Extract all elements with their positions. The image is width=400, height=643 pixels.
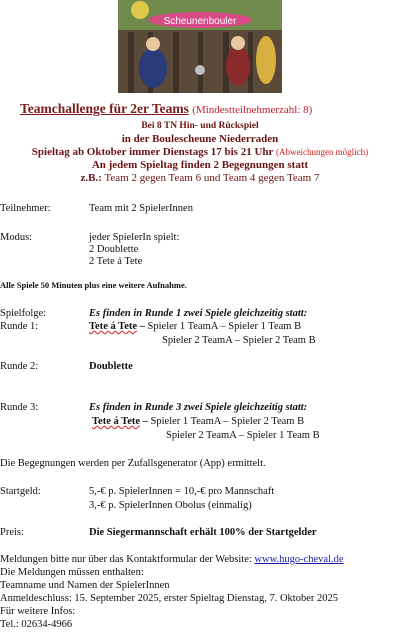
schedule-note: (Abweichungen möglich) — [275, 147, 369, 157]
logo-image — [118, 0, 282, 93]
startgeld-line1: 5,-€ p. SpielerInnen = 10,-€ pro Mannschaft — [89, 486, 275, 497]
startgeld-label: Startgeld: — [0, 486, 41, 497]
modus-line-2: 2 Doublette — [89, 244, 139, 255]
website-link[interactable]: www.hugo-cheval.de — [254, 554, 344, 565]
runde3-prefix: Tete á Tete — [92, 416, 141, 427]
preis-label: Preis: — [0, 527, 24, 538]
example-prefix: z.B.: — [80, 172, 102, 184]
footer-phone: Tel.: 02634-4966 — [0, 619, 73, 630]
footer-team-names: Teamname und Namen der SpielerInnen — [0, 580, 170, 591]
runde1-match2: Spieler 2 TeamA – Spieler 2 Team B — [162, 335, 316, 346]
preis-value: Die Siegermannschaft erhält 100% der Startgelder — [89, 527, 317, 538]
page-title — [20, 101, 312, 117]
footer-contact — [0, 554, 344, 565]
footer-more-info: Für weitere Infos: — [0, 606, 76, 617]
modus-label: Modus: — [0, 232, 33, 243]
runde3-label: Runde 3: — [0, 402, 39, 413]
runde3-heading: Es finden in Runde 3 zwei Spiele gleichzeitig statt: — [89, 402, 308, 413]
runde3-line1: Tete á Tete – Spieler 1 TeamA – Spieler 2 Team B — [92, 416, 305, 427]
svg-text:Scheunenbouler: Scheunenbouler — [163, 16, 237, 27]
example-line — [0, 172, 400, 184]
min-participants: (Mindestteilnehmerzahl: 8) — [192, 104, 313, 116]
footer-requirements: Die Meldungen müssen enthalten: — [0, 567, 144, 578]
subtitle-schedule — [0, 146, 400, 158]
subtitle-encounters: An jedem Spieltag finden 2 Begegnungen statt — [91, 159, 309, 171]
startgeld-line2: 3,-€ p. SpielerInnen Obolus (einmalig) — [89, 500, 252, 511]
footer-deadline: Anmeldeschluss: 15. September 2025, erster Spieltag Dienstag, 7. Oktober 2025 — [0, 593, 338, 604]
contact-text: Meldungen bitte nur über das Kontaktformular der Website: — [0, 554, 252, 565]
spielfolge-label: Spielfolge: — [0, 308, 47, 319]
schedule-text: Spieltag ab Oktober immer Dienstags 17 bis 21 Uhr — [31, 146, 274, 158]
runde1-prefix: Tete á Tete — [89, 321, 138, 332]
title-main: Teamchallenge für 2er Teams — [20, 101, 189, 116]
runde1-label: Runde 1: — [0, 321, 39, 332]
modus-line-1: jeder SpielerIn spielt: — [89, 232, 180, 243]
runde1-line1: Tete á Tete – Spieler 1 TeamA – Spieler 1 Team B — [89, 321, 302, 332]
random-note: Die Begegnungen werden per Zufallsgenerator (App) ermittelt. — [0, 458, 266, 469]
subtitle-location: in der Boulescheune Niederraden — [121, 133, 279, 145]
teilnehmer-label: Teilnehmer: — [0, 203, 51, 214]
runde1-match1: Spieler 1 TeamA – Spieler 1 Team B — [147, 321, 302, 332]
teilnehmer-value: Team mit 2 SpielerInnen — [89, 203, 193, 214]
spielfolge-heading: Es finden in Runde 1 zwei Spiele gleichzeitig statt: — [89, 308, 308, 319]
runde2-value: Doublette — [89, 361, 133, 372]
runde3-match2: Spieler 2 TeamA – Spieler 1 Team B — [166, 430, 320, 441]
subtitle-hin-rueck: Bei 8 TN Hin- und Rückspiel — [141, 121, 259, 131]
runde3-match1: Spieler 1 TeamA – Spieler 2 Team B — [150, 416, 305, 427]
runde2-label: Runde 2: — [0, 361, 39, 372]
duration-note: Alle Spiele 50 Minuten plus eine weitere Aufnahme. — [0, 280, 187, 290]
example-text: Team 2 gegen Team 6 und Team 4 gegen Team 7 — [104, 172, 320, 184]
modus-line-3: 2 Tete á Tete — [89, 256, 143, 267]
